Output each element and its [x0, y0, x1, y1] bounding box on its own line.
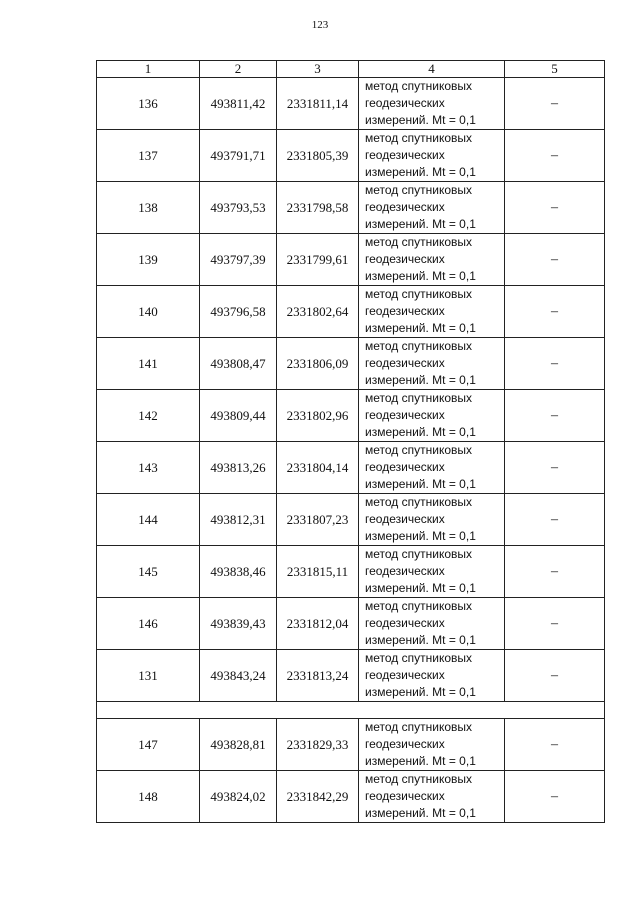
point-number-cell: 145 — [97, 546, 200, 598]
spacer-row — [97, 702, 605, 719]
y-coordinate-cell: 2331805,39 — [277, 130, 359, 182]
table-row — [97, 286, 605, 338]
method-cell — [359, 719, 505, 771]
point-number-cell: 140 — [97, 286, 200, 338]
method-cell — [359, 494, 505, 546]
method-text-line: геодезических — [365, 512, 445, 526]
method-text-line: измерений. Mt = 0,1 — [365, 806, 476, 820]
table-row — [97, 494, 605, 546]
method-cell — [359, 286, 505, 338]
table-body — [97, 78, 605, 823]
page-number: 123 — [311, 19, 329, 31]
y-coordinate-cell: 2331829,33 — [277, 719, 359, 771]
method-text-line: метод спутниковых — [365, 651, 473, 665]
method-text-line: метод спутниковых — [365, 599, 473, 613]
header-col-5: 5 — [505, 61, 605, 78]
method-text-line: геодезических — [365, 616, 445, 630]
method-text-line: геодезических — [365, 304, 445, 318]
method-text-line: измерений. Mt = 0,1 — [365, 269, 476, 283]
point-number-cell: 147 — [97, 719, 200, 771]
method-text-line: измерений. Mt = 0,1 — [365, 754, 476, 768]
method-text-line: метод спутниковых — [365, 287, 473, 301]
point-number-cell: 141 — [97, 338, 200, 390]
method-text-line: метод спутниковых — [365, 720, 473, 734]
note-cell: – — [505, 650, 605, 702]
table-row — [97, 130, 605, 182]
method-text-line: геодезических — [365, 737, 445, 751]
method-cell — [359, 771, 505, 823]
method-cell — [359, 546, 505, 598]
point-number-cell: 148 — [97, 771, 200, 823]
x-coordinate-cell: 493796,58 — [200, 286, 277, 338]
x-coordinate-cell: 493793,53 — [200, 182, 277, 234]
method-text-line: измерений. Mt = 0,1 — [365, 581, 476, 595]
note-cell: – — [505, 182, 605, 234]
y-coordinate-cell: 2331802,96 — [277, 390, 359, 442]
method-text-line: измерений. Mt = 0,1 — [365, 529, 476, 543]
table-row — [97, 390, 605, 442]
note-cell: – — [505, 494, 605, 546]
method-text-line: метод спутниковых — [365, 235, 473, 249]
method-cell — [359, 390, 505, 442]
y-coordinate-cell: 2331804,14 — [277, 442, 359, 494]
table-row — [97, 78, 605, 130]
note-cell: – — [505, 546, 605, 598]
table-row — [97, 442, 605, 494]
note-cell: – — [505, 390, 605, 442]
y-coordinate-cell: 2331813,24 — [277, 650, 359, 702]
note-cell: – — [505, 234, 605, 286]
method-text-line: геодезических — [365, 356, 445, 370]
x-coordinate-cell: 493791,71 — [200, 130, 277, 182]
method-cell — [359, 234, 505, 286]
spacer-cell — [97, 702, 605, 719]
method-text-line: измерений. Mt = 0,1 — [365, 165, 476, 179]
x-coordinate-cell: 493808,47 — [200, 338, 277, 390]
coordinates-table — [96, 60, 605, 823]
point-number-cell: 137 — [97, 130, 200, 182]
y-coordinate-cell: 2331799,61 — [277, 234, 359, 286]
y-coordinate-cell: 2331806,09 — [277, 338, 359, 390]
method-text-line: геодезических — [365, 668, 445, 682]
method-text-line: метод спутниковых — [365, 495, 473, 509]
method-text-line: геодезических — [365, 408, 445, 422]
note-cell: – — [505, 338, 605, 390]
table-row — [97, 719, 605, 771]
y-coordinate-cell: 2331798,58 — [277, 182, 359, 234]
note-cell: – — [505, 78, 605, 130]
y-coordinate-cell: 2331802,64 — [277, 286, 359, 338]
point-number-cell: 142 — [97, 390, 200, 442]
method-text-line: геодезических — [365, 148, 445, 162]
x-coordinate-cell: 493813,26 — [200, 442, 277, 494]
method-text-line: метод спутниковых — [365, 131, 473, 145]
method-text-line: геодезических — [365, 564, 445, 578]
point-number-cell: 131 — [97, 650, 200, 702]
table-row — [97, 598, 605, 650]
method-cell — [359, 442, 505, 494]
method-text-line: геодезических — [365, 460, 445, 474]
method-text-line: измерений. Mt = 0,1 — [365, 425, 476, 439]
x-coordinate-cell: 493828,81 — [200, 719, 277, 771]
x-coordinate-cell: 493839,43 — [200, 598, 277, 650]
note-cell: – — [505, 598, 605, 650]
method-cell — [359, 182, 505, 234]
note-cell: – — [505, 719, 605, 771]
method-text-line: метод спутниковых — [365, 772, 473, 786]
method-text-line: метод спутниковых — [365, 547, 473, 561]
method-text-line: измерений. Mt = 0,1 — [365, 321, 476, 335]
x-coordinate-cell: 493838,46 — [200, 546, 277, 598]
method-text-line: метод спутниковых — [365, 183, 473, 197]
point-number-cell: 143 — [97, 442, 200, 494]
method-cell — [359, 130, 505, 182]
method-cell — [359, 78, 505, 130]
method-cell — [359, 338, 505, 390]
method-text-line: измерений. Mt = 0,1 — [365, 113, 476, 127]
y-coordinate-cell: 2331812,04 — [277, 598, 359, 650]
method-cell — [359, 598, 505, 650]
y-coordinate-cell: 2331815,11 — [277, 546, 359, 598]
method-text-line: измерений. Mt = 0,1 — [365, 373, 476, 387]
x-coordinate-cell: 493843,24 — [200, 650, 277, 702]
method-text-line: измерений. Mt = 0,1 — [365, 633, 476, 647]
table-row — [97, 234, 605, 286]
point-number-cell: 144 — [97, 494, 200, 546]
method-text-line: геодезических — [365, 252, 445, 266]
x-coordinate-cell: 493797,39 — [200, 234, 277, 286]
table-row — [97, 182, 605, 234]
x-coordinate-cell: 493811,42 — [200, 78, 277, 130]
method-text-line: геодезических — [365, 96, 445, 110]
note-cell: – — [505, 771, 605, 823]
table-header-row — [97, 61, 605, 78]
table-row — [97, 338, 605, 390]
method-text-line: метод спутниковых — [365, 339, 473, 353]
point-number-cell: 136 — [97, 78, 200, 130]
method-text-line: измерений. Mt = 0,1 — [365, 217, 476, 231]
method-text-line: метод спутниковых — [365, 391, 473, 405]
x-coordinate-cell: 493809,44 — [200, 390, 277, 442]
table-row — [97, 546, 605, 598]
point-number-cell: 146 — [97, 598, 200, 650]
y-coordinate-cell: 2331842,29 — [277, 771, 359, 823]
point-number-cell: 138 — [97, 182, 200, 234]
method-text-line: метод спутниковых — [365, 443, 473, 457]
table-row — [97, 771, 605, 823]
x-coordinate-cell: 493812,31 — [200, 494, 277, 546]
y-coordinate-cell: 2331811,14 — [277, 78, 359, 130]
note-cell: – — [505, 442, 605, 494]
header-col-1: 1 — [97, 61, 200, 78]
y-coordinate-cell: 2331807,23 — [277, 494, 359, 546]
method-text-line: геодезических — [365, 200, 445, 214]
method-text-line: метод спутниковых — [365, 79, 473, 93]
method-text-line: измерений. Mt = 0,1 — [365, 477, 476, 491]
note-cell: – — [505, 286, 605, 338]
header-col-4: 4 — [359, 61, 505, 78]
method-text-line: измерений. Mt = 0,1 — [365, 685, 476, 699]
method-text-line: геодезических — [365, 789, 445, 803]
header-col-3: 3 — [277, 61, 359, 78]
point-number-cell: 139 — [97, 234, 200, 286]
table-row — [97, 650, 605, 702]
method-cell — [359, 650, 505, 702]
header-col-2: 2 — [200, 61, 277, 78]
x-coordinate-cell: 493824,02 — [200, 771, 277, 823]
note-cell: – — [505, 130, 605, 182]
